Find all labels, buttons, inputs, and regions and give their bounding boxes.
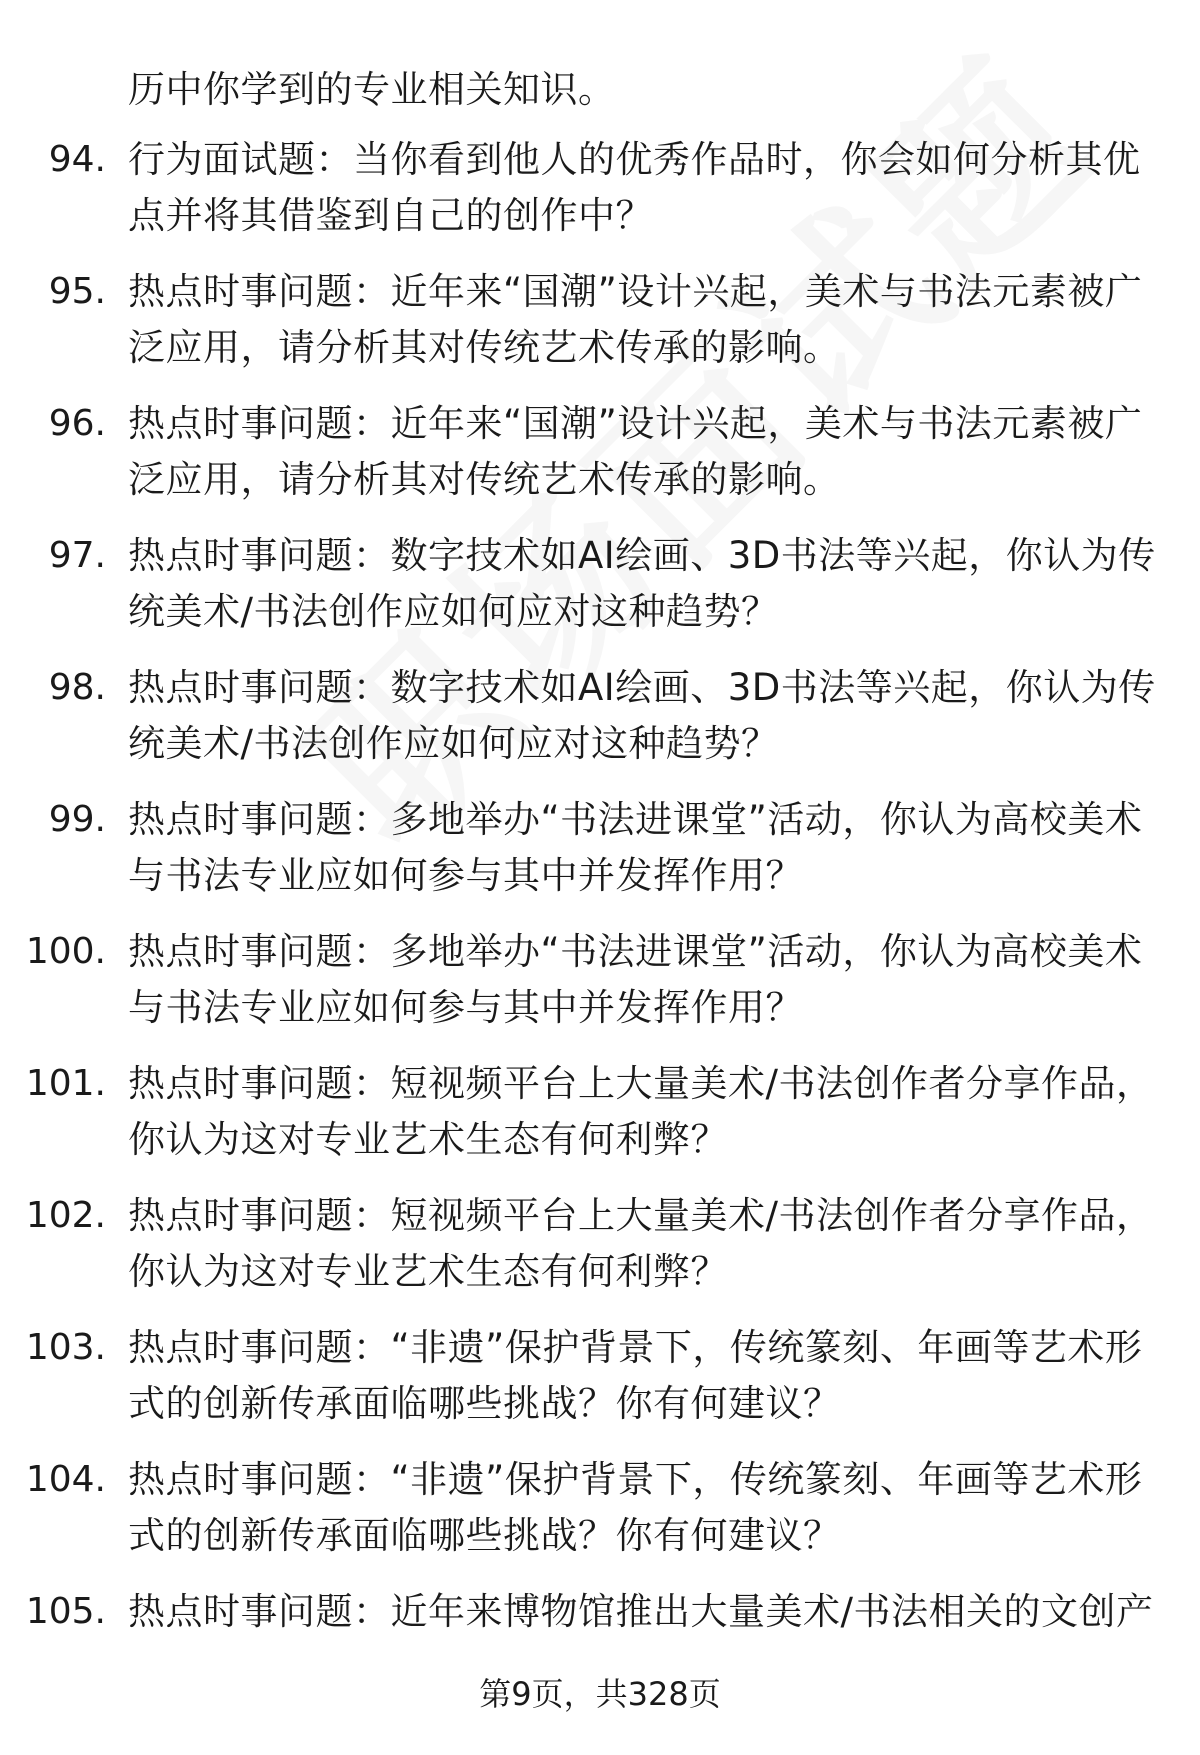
item-text: 热点时事问题：近年来“国潮”设计兴起，美术与书法元素被广泛应用，请分析其对传统艺术传承的影响。 (128, 402, 1143, 501)
item-text: 热点时事问题：数字技术如AI绘画、3D书法等兴起，你认为传统美术/书法创作应如何应对这种趋势？ (128, 534, 1156, 633)
list-item (0, 1186, 1200, 1318)
list-item (0, 394, 1200, 526)
item-text: 热点时事问题：多地举办“书法进课堂”活动，你认为高校美术与书法专业应如何参与其中并发挥作用？ (128, 930, 1143, 1029)
list-item (0, 1054, 1200, 1186)
item-text: 热点时事问题：“非遗”保护背景下，传统篆刻、年画等艺术形式的创新传承面临哪些挑战？你有何建议？ (128, 1326, 1143, 1425)
list-item (0, 262, 1200, 394)
item-text: 热点时事问题：近年来“国潮”设计兴起，美术与书法元素被广泛应用，请分析其对传统艺术传承的影响。 (128, 270, 1143, 369)
item-text: 行为面试题：当你看到他人的优秀作品时，你会如何分析其优点并将其借鉴到自己的创作中？ (128, 138, 1141, 237)
item-number: 104. (25, 1459, 106, 1500)
item-number: 94. (48, 139, 106, 180)
continued-text: 历中你学到的专业相关知识。 (128, 68, 616, 111)
item-number: 95. (48, 271, 106, 312)
list-item (0, 1318, 1200, 1450)
item-number: 100. (25, 931, 106, 972)
item-number: 98. (48, 667, 106, 708)
list-item (0, 922, 1200, 1054)
item-text: 热点时事问题：短视频平台上大量美术/书法创作者分享作品，你认为这对专业艺术生态有何利弊？ (128, 1194, 1154, 1293)
item-number: 97. (48, 535, 106, 576)
list-item (0, 526, 1200, 658)
question-list (0, 130, 1200, 1714)
list-item (0, 790, 1200, 922)
list-item (0, 1450, 1200, 1582)
item-text: 热点时事问题：近年来博物馆推出大量美术/书法相关的文创产 (128, 1590, 1154, 1633)
list-item (0, 658, 1200, 790)
item-text: 热点时事问题：数字技术如AI绘画、3D书法等兴起，你认为传统美术/书法创作应如何应对这种趋势？ (128, 666, 1156, 765)
item-number: 105. (25, 1591, 106, 1632)
item-number: 102. (25, 1195, 106, 1236)
page-number-footer: 第9页，共328页 (479, 1675, 721, 1713)
list-item (0, 130, 1200, 262)
item-text: 热点时事问题：短视频平台上大量美术/书法创作者分享作品，你认为这对专业艺术生态有何利弊？ (128, 1062, 1154, 1161)
item-number: 101. (25, 1063, 106, 1104)
item-text: 热点时事问题：“非遗”保护背景下，传统篆刻、年画等艺术形式的创新传承面临哪些挑战？你有何建议？ (128, 1458, 1143, 1557)
item-text: 热点时事问题：多地举办“书法进课堂”活动，你认为高校美术与书法专业应如何参与其中并发挥作用？ (128, 798, 1143, 897)
item-number: 99. (48, 799, 106, 840)
item-number: 96. (48, 403, 106, 444)
item-number: 103. (25, 1327, 106, 1368)
